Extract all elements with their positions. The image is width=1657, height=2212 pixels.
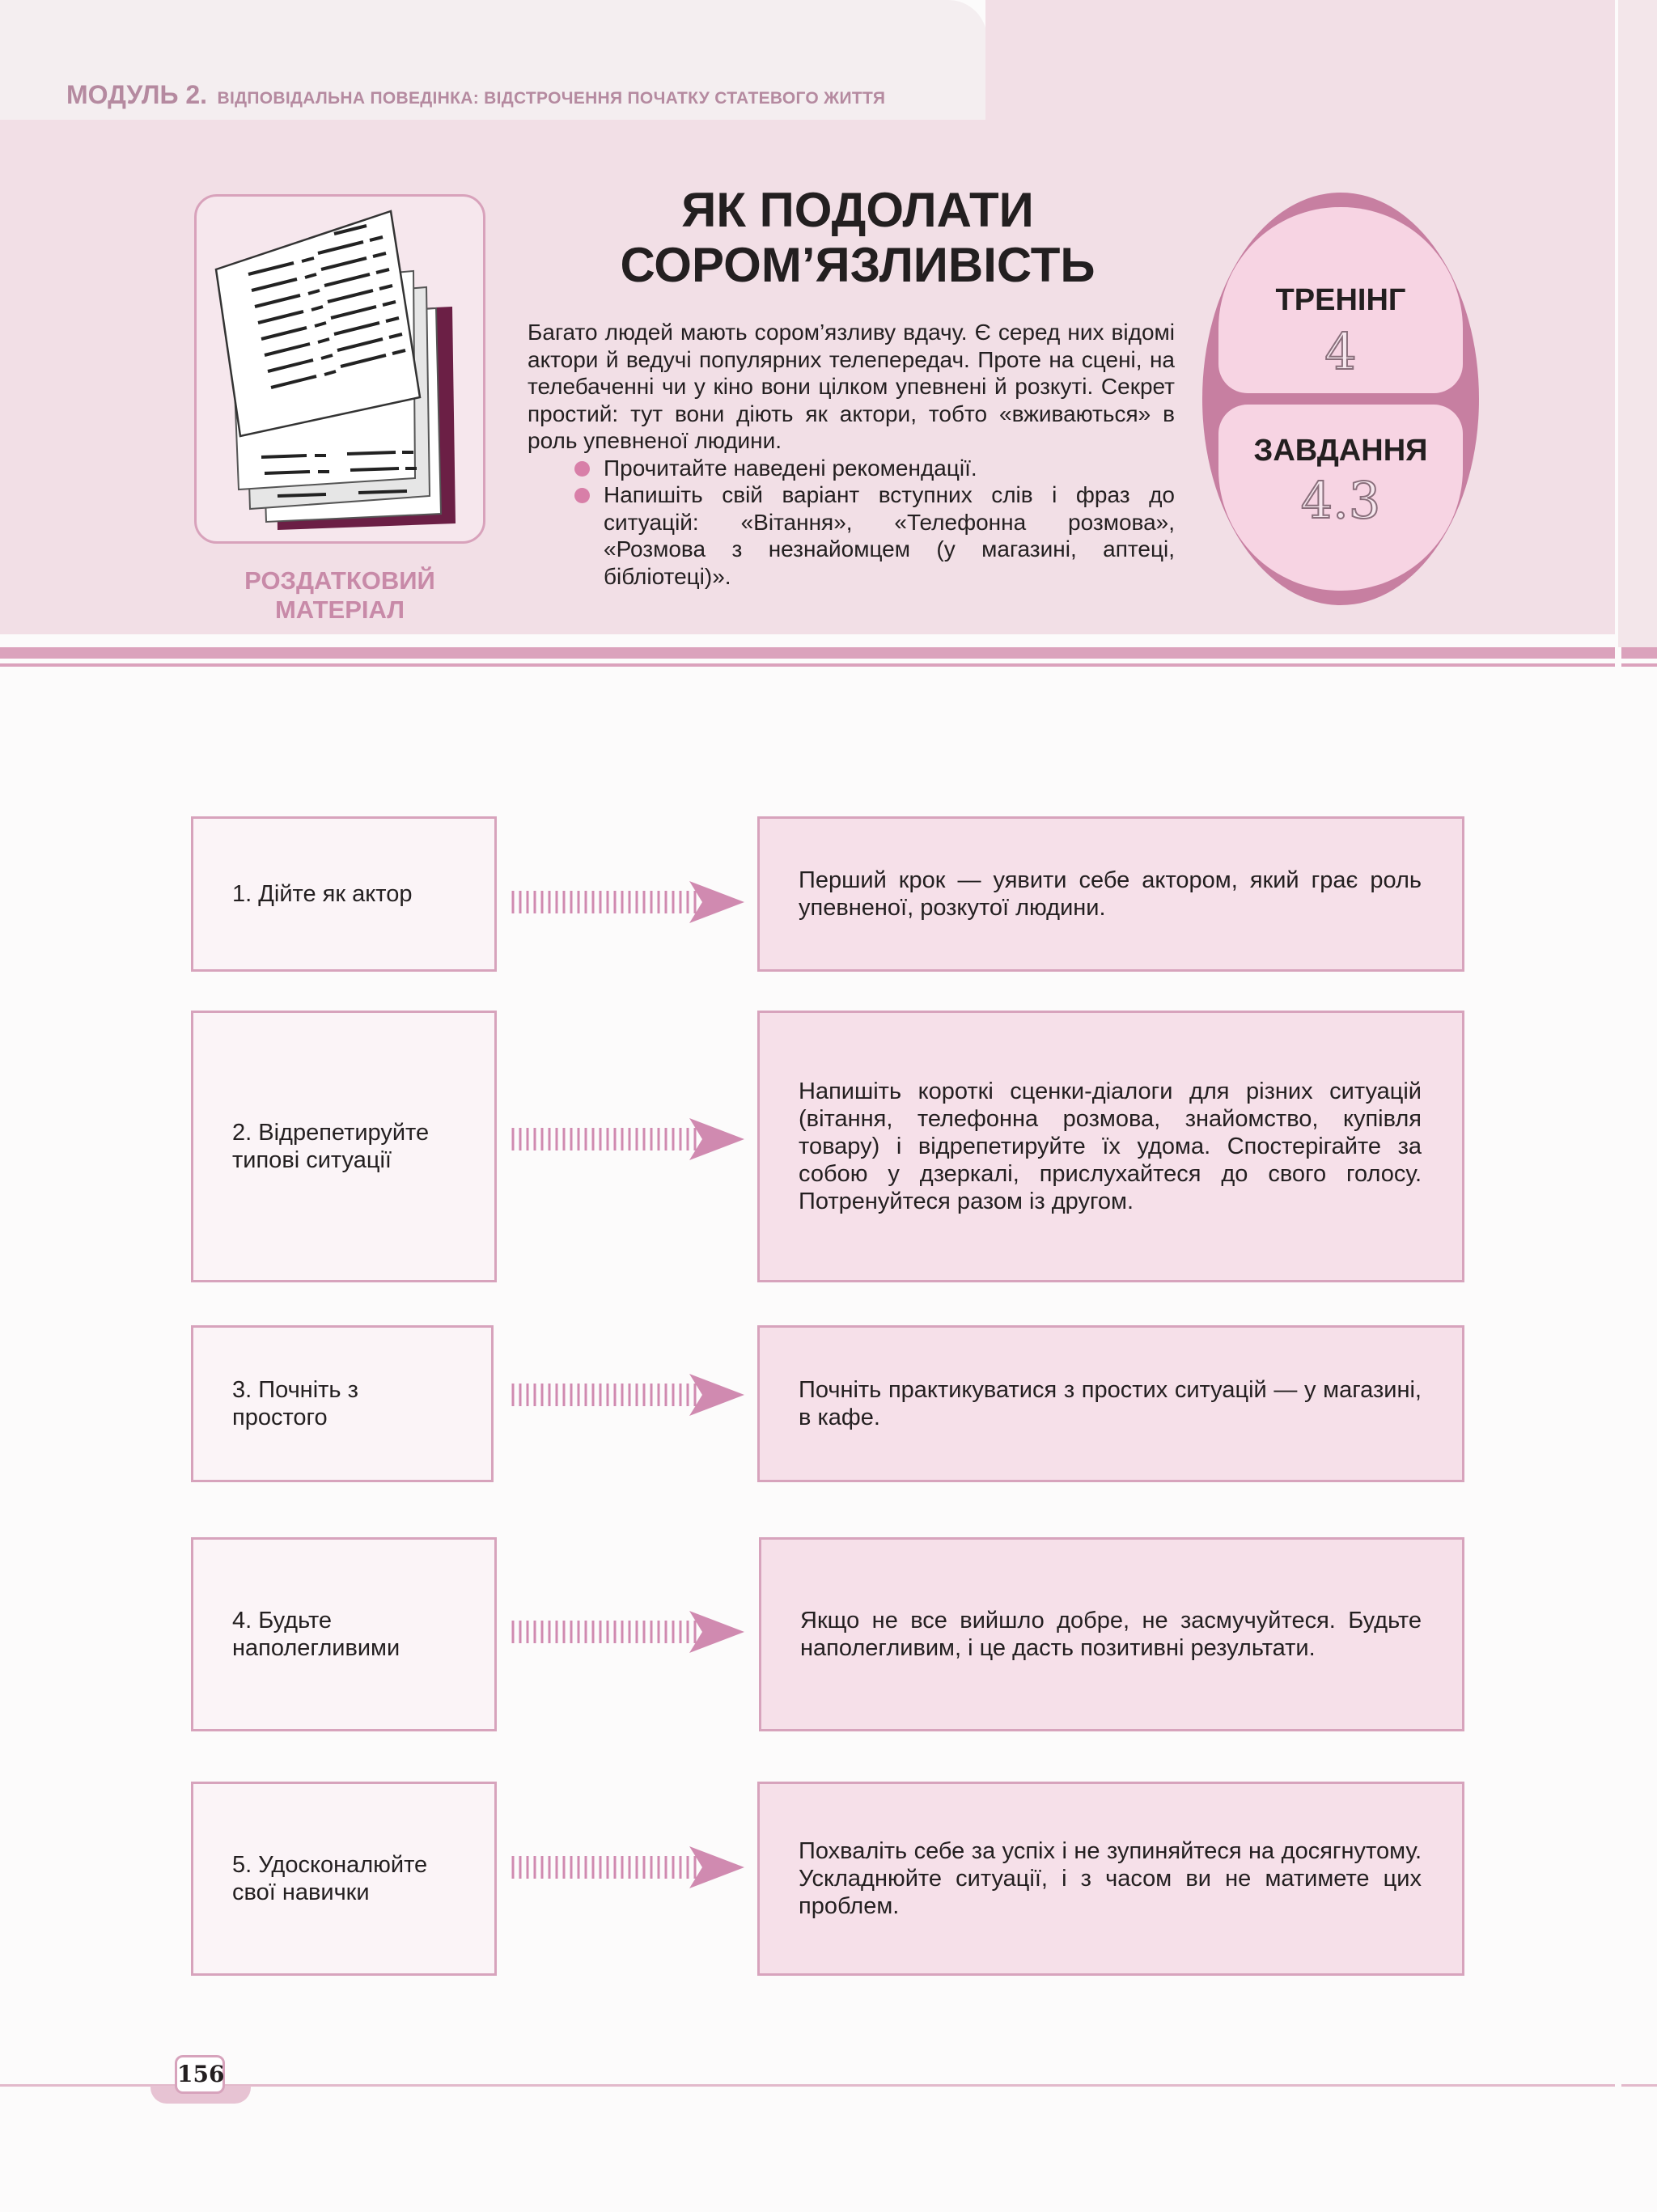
training-label: ТРЕНІНГ (1275, 283, 1406, 317)
instruction-list (528, 455, 1175, 591)
page-title (558, 183, 1157, 293)
arrow-icon (510, 1843, 746, 1892)
step-title-box (191, 1325, 494, 1482)
bullet-icon (574, 461, 590, 477)
step-title-box (191, 1011, 497, 1282)
step-title-box (191, 816, 497, 972)
page-number: 156 (175, 2055, 225, 2094)
footer-line-edge (1621, 2084, 1657, 2087)
step-title: 2. Відрепетируйте типові ситуації (232, 1120, 430, 1173)
instruction-item (528, 455, 1175, 482)
separator-thin (0, 663, 1615, 667)
step-text: Похваліть себе за успіх і не зупиняйтеся на досягнутому. Ускладнюйте ситуації, і з часом ви не матимете цих проблем. (799, 1838, 1422, 1919)
step-title: 5. Удосконалюйте свої навички (232, 1852, 428, 1905)
step-text: Почніть практикуватися з простих ситуацій — у магазині, в кафе. (799, 1377, 1422, 1430)
arrow-icon (510, 1115, 746, 1163)
separator-thin-edge (1621, 663, 1657, 667)
step-title: 3. Почніть з простого (232, 1377, 358, 1430)
instruction-text: Напишіть свій варіант вступних слів і фраз до ситуацій: «Вітання», «Телефонна розмова», «Розмова з незнайомцем (у магазині, аптеці, бібліотеці)». (604, 482, 1175, 589)
step-text-box (757, 1782, 1464, 1976)
step-text: Перший крок — уявити себе актором, який грає роль упевненої, розкутої людини. (799, 867, 1422, 921)
separator-thick (0, 647, 1615, 659)
instruction-item (528, 481, 1175, 590)
step-text: Напишіть короткі сценки-діалоги для різних ситуацій (вітання, телефонна розмова, знайомство, купівля товару) і відрепетируйте їх удома. Спостерігайте за собою у дзеркалі, прислухайтеся до свого голосу. Потренуйтеся разом із другом. (799, 1078, 1422, 1214)
intro-text (528, 319, 1175, 590)
bullet-icon (574, 488, 590, 503)
step-title: 4. Будьте наполегливими (232, 1608, 400, 1661)
step-text-box (759, 1537, 1464, 1731)
arrow-icon (510, 878, 746, 926)
step-title: 1. Дійте як актор (232, 881, 413, 907)
handout-box (194, 194, 485, 544)
module-subtitle: ВІДПОВІДАЛЬНА ПОВЕДІНКА: ВІДСТРОЧЕННЯ ПОЧАТКУ СТАТЕВОГО ЖИТТЯ (217, 89, 886, 108)
step-title-box (191, 1782, 497, 1976)
step-text: Якщо не все вийшло добре, не засмучуйтеся. Будьте наполегливим, і це дасть позитивні результати. (800, 1608, 1422, 1661)
module-label: МОДУЛЬ 2. (66, 80, 208, 109)
handout-label (194, 566, 485, 625)
task-number: 4.3 (1300, 471, 1381, 530)
arrow-icon (510, 1371, 746, 1419)
step-text-box (757, 816, 1464, 972)
training-number: 4 (1324, 322, 1357, 381)
separator-thick-edge (1621, 647, 1657, 659)
handout-label-line2: МАТЕРІАЛ (274, 595, 405, 624)
papers-icon (197, 197, 483, 541)
instruction-text: Прочитайте наведені рекомендації. (604, 455, 977, 481)
step-text-box (757, 1325, 1464, 1482)
task-label: ЗАВДАННЯ (1253, 434, 1428, 468)
page-edge (1618, 0, 1657, 647)
handout-label-line1: РОЗДАТКОВИЙ (244, 566, 435, 595)
header-side-band (985, 0, 1615, 129)
title-line2: СОРОМ’ЯЗЛИВІСТЬ (620, 238, 1095, 292)
title-line1: ЯК ПОДОЛАТИ (681, 183, 1034, 237)
module-heading (66, 80, 885, 110)
intro-paragraph: Багато людей мають сором’язливу вдачу. Є серед них відомі актори й ведучі популярних телепередач. Проте на сцені, на телебаченні чи у кіно вони цілком упевнені й розкуті. Секрет простий: тут вони діють як актори, тобто «вживаються» в роль упевненої людини. (528, 320, 1175, 453)
step-title-box (191, 1537, 497, 1731)
step-text-box (757, 1011, 1464, 1282)
arrow-icon (510, 1608, 746, 1656)
